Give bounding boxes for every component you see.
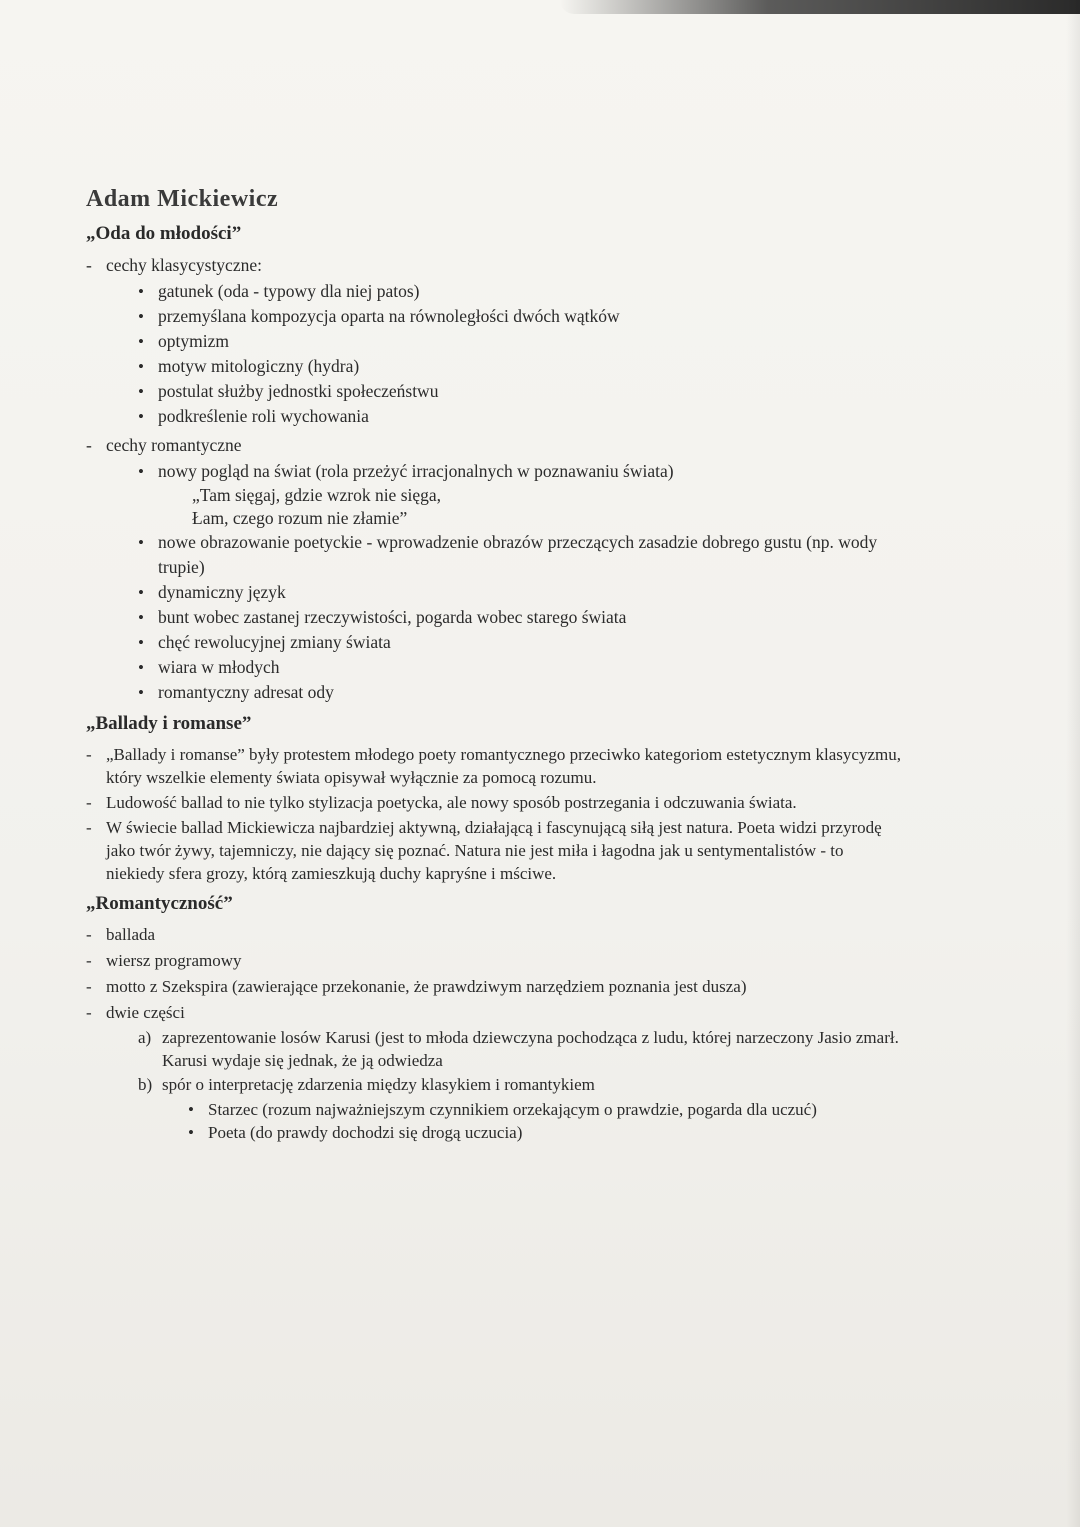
quote-line-1: „Tam sięgaj, gdzie wzrok nie sięga, xyxy=(192,485,442,505)
notes-content xyxy=(86,186,906,1146)
list-item: - motto z Szekspira (zawierające przekonanie, że prawdziwym narzędziem poznania jest dusza) xyxy=(86,975,906,999)
author-heading: Adam Mickiewicz xyxy=(86,186,279,212)
list-item: • przemyślana kompozycja oparta na równoległości dwóch wątków xyxy=(136,304,906,329)
list-item xyxy=(136,459,906,530)
list-item: - Ludowość ballad to nie tylko stylizacja poetycka, ale nowy sposób postrzegania i odczuwania świata. xyxy=(86,791,906,814)
two-parts-label: dwie części xyxy=(106,1003,185,1022)
top-edge-shadow xyxy=(560,0,1080,14)
list-item: • postulat służby jednostki społeczeństwu xyxy=(136,379,906,404)
list-item: • podkreślenie roli wychowania xyxy=(136,404,906,429)
list-item: - ballada xyxy=(86,923,906,947)
list-item: • Poeta (do prawdy dochodzi się drogą uczucia) xyxy=(186,1121,906,1144)
list-item: • motyw mitologiczny (hydra) xyxy=(136,354,906,379)
classical-features xyxy=(86,253,906,429)
part-b-text: spór o interpretację zdarzenia między klasykiem i romantykiem xyxy=(162,1075,595,1094)
list-item: • wiara w młodych xyxy=(136,655,906,680)
oda-list xyxy=(86,253,906,705)
list-item: • bunt wobec zastanej rzeczywistości, pogarda wobec starego świata xyxy=(136,605,906,630)
list-item: - W świecie ballad Mickiewicza najbardziej aktywną, działającą i fascynującą siłą jest natura. Poeta widzi przyrodę jako twór żywy, tajemniczy, nie dający się poznać. Natura nie jest miła i łagodna jak u sentymentalistów - to niekiedy sfera grozy, którą zamieszkują duchy kapryśne i mściwe. xyxy=(86,816,906,885)
part-a-text: zaprezentowanie losów Karusi (jest to młoda dziewczyna pochodząca z ludu, której narzeczony Jasio zmarł. Karusi wydaje się jednak, że ją odwiedza xyxy=(162,1028,899,1070)
romantic-features xyxy=(86,433,906,705)
quote-line-2: Łam, czego rozum nie złamie” xyxy=(192,508,408,528)
list-item: • romantyczny adresat ody xyxy=(136,680,906,705)
parts-list xyxy=(138,1026,906,1144)
part-b-mark: b) xyxy=(138,1075,153,1094)
ballady-list xyxy=(86,743,906,885)
list-item: • Starzec (rozum najważniejszym czynnikiem orzekającym o prawdzie, pogarda dla uczuć) xyxy=(186,1098,906,1121)
romantycznosc-list xyxy=(86,923,906,1144)
list-item: - „Ballady i romanse” były protestem młodego poety romantycznego przeciwko kategoriom estetycznym klasycyzmu, który wszelkie elementy świata opisywał wyłącznie za pomocą rozumu. xyxy=(86,743,906,789)
list-item xyxy=(86,1001,906,1144)
part-a-mark: a) xyxy=(138,1028,152,1047)
list-item: • dynamiczny język xyxy=(136,580,906,605)
romantycznosc-title: „Romantyczność” xyxy=(86,893,233,914)
romantic-first-item: nowy pogląd na świat (rola przeżyć irracjonalnych w poznawaniu świata) xyxy=(158,461,674,481)
classical-label: cechy klasycystyczne: xyxy=(106,255,262,275)
part-b xyxy=(138,1073,906,1144)
list-item: • chęć rewolucyjnej zmiany świata xyxy=(136,630,906,655)
part-b-bullets xyxy=(186,1098,906,1144)
list-item: - wiersz programowy xyxy=(86,949,906,973)
classical-bullets xyxy=(136,279,906,429)
list-item: • gatunek (oda - typowy dla niej patos) xyxy=(136,279,906,304)
oda-title: „Oda do młodości” xyxy=(86,223,242,244)
right-edge-shadow xyxy=(1066,0,1080,1527)
list-item: • optymizm xyxy=(136,329,906,354)
ballady-title: „Ballady i romanse” xyxy=(86,713,252,734)
romantic-bullets xyxy=(136,459,906,705)
list-item: • nowe obrazowanie poetyckie - wprowadzenie obrazów przeczących zasadzie dobrego gustu (np. wody trupie) xyxy=(136,530,906,580)
romantic-label: cechy romantyczne xyxy=(106,435,242,455)
part-a xyxy=(138,1026,906,1072)
